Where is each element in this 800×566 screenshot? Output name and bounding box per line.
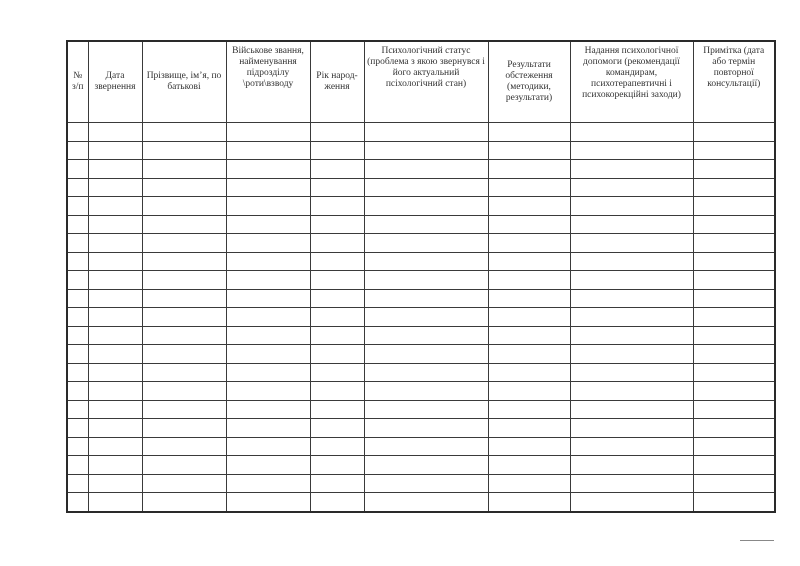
table-cell [570, 308, 693, 327]
table-cell [570, 141, 693, 160]
table-cell [570, 197, 693, 216]
table-cell [693, 345, 775, 364]
table-cell [488, 141, 570, 160]
table-cell [488, 493, 570, 512]
table-cell [488, 345, 570, 364]
journal-sheet [66, 40, 774, 513]
table-cell [88, 234, 142, 253]
table-cell [226, 493, 310, 512]
psychological-help-journal-table [66, 40, 776, 513]
table-cell [488, 456, 570, 475]
table-cell [67, 437, 88, 456]
table-cell [693, 178, 775, 197]
table-row [67, 197, 775, 216]
table-cell [310, 308, 364, 327]
table-cell [310, 345, 364, 364]
table-cell [142, 326, 226, 345]
table-cell [67, 345, 88, 364]
table-cell [67, 252, 88, 271]
table-cell [570, 252, 693, 271]
table-cell [693, 308, 775, 327]
table-cell [226, 252, 310, 271]
table-cell [142, 289, 226, 308]
table-cell [88, 178, 142, 197]
table-cell [310, 178, 364, 197]
table-row [67, 234, 775, 253]
table-cell [88, 419, 142, 438]
header-rank-unit: Військове звання, найменування підрозділу \роти\взводу [226, 41, 310, 123]
table-cell [226, 215, 310, 234]
table-cell [488, 178, 570, 197]
table-cell [67, 308, 88, 327]
table-cell [67, 271, 88, 290]
table-cell [570, 400, 693, 419]
table-cell [693, 419, 775, 438]
table-cell [364, 197, 488, 216]
table-cell [67, 289, 88, 308]
table-cell [310, 382, 364, 401]
table-cell [310, 326, 364, 345]
table-row [67, 308, 775, 327]
table-cell [226, 345, 310, 364]
header-notes: Примітка (дата або термін повторної консультації) [693, 41, 775, 123]
table-cell [364, 123, 488, 142]
table-cell [488, 271, 570, 290]
table-cell [488, 289, 570, 308]
table-cell [364, 141, 488, 160]
table-cell [693, 160, 775, 179]
table-cell [570, 474, 693, 493]
table-cell [488, 363, 570, 382]
table-cell [693, 456, 775, 475]
table-row [67, 474, 775, 493]
table-cell [88, 363, 142, 382]
table-cell [310, 215, 364, 234]
table-row [67, 437, 775, 456]
table-cell [364, 271, 488, 290]
table-cell [67, 474, 88, 493]
table-cell [226, 141, 310, 160]
table-cell [226, 123, 310, 142]
table-cell [226, 363, 310, 382]
table-cell [488, 308, 570, 327]
table-cell [88, 289, 142, 308]
table-row [67, 400, 775, 419]
table-cell [67, 400, 88, 419]
table-cell [310, 160, 364, 179]
table-cell [88, 123, 142, 142]
table-cell [364, 308, 488, 327]
table-cell [693, 363, 775, 382]
table-cell [88, 215, 142, 234]
table-cell [693, 326, 775, 345]
table-cell [488, 123, 570, 142]
table-cell [88, 326, 142, 345]
table-cell [693, 437, 775, 456]
table-cell [88, 271, 142, 290]
table-cell [570, 437, 693, 456]
table-cell [226, 400, 310, 419]
table-cell [142, 215, 226, 234]
table-cell [226, 160, 310, 179]
table-cell [67, 493, 88, 512]
table-cell [693, 234, 775, 253]
table-cell [142, 382, 226, 401]
table-cell [67, 326, 88, 345]
table-cell [67, 141, 88, 160]
table-cell [693, 215, 775, 234]
table-cell [88, 474, 142, 493]
table-cell [488, 382, 570, 401]
table-cell [226, 456, 310, 475]
table-cell [488, 197, 570, 216]
table-cell [570, 456, 693, 475]
table-cell [488, 215, 570, 234]
table-cell [88, 437, 142, 456]
table-cell [67, 456, 88, 475]
table-cell [364, 252, 488, 271]
table-cell [310, 197, 364, 216]
table-cell [142, 141, 226, 160]
table-cell [310, 252, 364, 271]
table-row [67, 271, 775, 290]
table-row [67, 123, 775, 142]
table-cell [88, 345, 142, 364]
table-cell [310, 437, 364, 456]
header-psych-status: Психологічний статус (проблема з якою звернувся і його актуальний псіхологічний стан) [364, 41, 488, 123]
table-row [67, 493, 775, 512]
table-cell [142, 308, 226, 327]
table-cell [310, 234, 364, 253]
table-cell [570, 345, 693, 364]
table-cell [142, 493, 226, 512]
table-row [67, 456, 775, 475]
table-cell [88, 382, 142, 401]
table-cell [693, 271, 775, 290]
table-row [67, 215, 775, 234]
table-cell [570, 289, 693, 308]
table-cell [364, 382, 488, 401]
table-cell [364, 178, 488, 197]
table-cell [67, 419, 88, 438]
table-cell [310, 271, 364, 290]
table-cell [142, 252, 226, 271]
table-row [67, 363, 775, 382]
table-cell [693, 252, 775, 271]
header-exam-results: Результати обстеження (методики, результати) [488, 41, 570, 123]
table-cell [310, 289, 364, 308]
table-cell [310, 456, 364, 475]
table-cell [142, 363, 226, 382]
table-cell [570, 178, 693, 197]
table-cell [226, 419, 310, 438]
table-cell [570, 382, 693, 401]
table-cell [488, 437, 570, 456]
table-cell [570, 326, 693, 345]
table-row [67, 419, 775, 438]
table-row [67, 160, 775, 179]
table-cell [310, 363, 364, 382]
table-cell [226, 474, 310, 493]
table-row [67, 178, 775, 197]
table-cell [67, 160, 88, 179]
table-cell [488, 419, 570, 438]
table-row [67, 382, 775, 401]
table-cell [364, 289, 488, 308]
table-cell [226, 382, 310, 401]
table-cell [226, 289, 310, 308]
header-number: № з/п [67, 41, 88, 123]
table-cell [142, 400, 226, 419]
table-cell [310, 141, 364, 160]
table-cell [226, 178, 310, 197]
table-cell [693, 289, 775, 308]
table-cell [142, 474, 226, 493]
table-cell [488, 252, 570, 271]
table-cell [142, 160, 226, 179]
table-cell [67, 197, 88, 216]
table-row [67, 252, 775, 271]
table-cell [67, 363, 88, 382]
table-cell [693, 382, 775, 401]
table-cell [570, 123, 693, 142]
table-cell [570, 215, 693, 234]
table-cell [142, 419, 226, 438]
table-cell [67, 123, 88, 142]
journal-body [67, 123, 775, 513]
table-cell [88, 493, 142, 512]
table-cell [488, 234, 570, 253]
table-cell [488, 326, 570, 345]
table-cell [67, 215, 88, 234]
table-cell [364, 363, 488, 382]
table-cell [88, 456, 142, 475]
header-date: Дата звернення [88, 41, 142, 123]
table-cell [88, 308, 142, 327]
table-cell [142, 123, 226, 142]
table-cell [226, 234, 310, 253]
table-cell [142, 178, 226, 197]
table-cell [693, 141, 775, 160]
table-cell [488, 474, 570, 493]
table-cell [570, 271, 693, 290]
table-cell [226, 437, 310, 456]
table-cell [142, 345, 226, 364]
table-cell [226, 271, 310, 290]
table-cell [693, 400, 775, 419]
table-cell [570, 234, 693, 253]
table-cell [364, 215, 488, 234]
header-psych-help: Надання психологічної допомоги (рекомендації командирам, психотерапевтичні і психокорекційні заходи) [570, 41, 693, 123]
table-cell [570, 419, 693, 438]
table-cell [67, 178, 88, 197]
table-cell [226, 308, 310, 327]
table-row [67, 326, 775, 345]
table-cell [88, 160, 142, 179]
table-cell [88, 197, 142, 216]
table-cell [226, 326, 310, 345]
table-cell [570, 363, 693, 382]
table-cell [310, 400, 364, 419]
table-cell [693, 123, 775, 142]
table-cell [364, 456, 488, 475]
table-cell [488, 160, 570, 179]
table-cell [693, 493, 775, 512]
table-cell [310, 419, 364, 438]
table-cell [364, 234, 488, 253]
table-cell [142, 271, 226, 290]
table-cell [142, 197, 226, 216]
table-cell [310, 123, 364, 142]
table-cell [364, 326, 488, 345]
table-cell [364, 345, 488, 364]
table-cell [310, 474, 364, 493]
table-cell [88, 141, 142, 160]
table-cell [693, 197, 775, 216]
table-cell [310, 493, 364, 512]
table-cell [488, 400, 570, 419]
table-cell [88, 400, 142, 419]
table-cell [88, 252, 142, 271]
table-cell [364, 437, 488, 456]
table-cell [570, 493, 693, 512]
header-row [67, 41, 775, 123]
header-birth-year: Рік народ-ження [310, 41, 364, 123]
table-row [67, 289, 775, 308]
table-cell [142, 437, 226, 456]
table-cell [364, 160, 488, 179]
table-row [67, 141, 775, 160]
table-cell [570, 160, 693, 179]
table-row [67, 345, 775, 364]
table-cell [364, 474, 488, 493]
table-cell [67, 234, 88, 253]
table-cell [364, 493, 488, 512]
table-cell [142, 234, 226, 253]
table-cell [693, 474, 775, 493]
table-cell [364, 419, 488, 438]
table-cell [364, 400, 488, 419]
table-cell [67, 382, 88, 401]
table-cell [226, 197, 310, 216]
table-cell [142, 456, 226, 475]
header-full-name: Прізвище, ім’я, по батькові [142, 41, 226, 123]
footer-divider [740, 540, 774, 541]
